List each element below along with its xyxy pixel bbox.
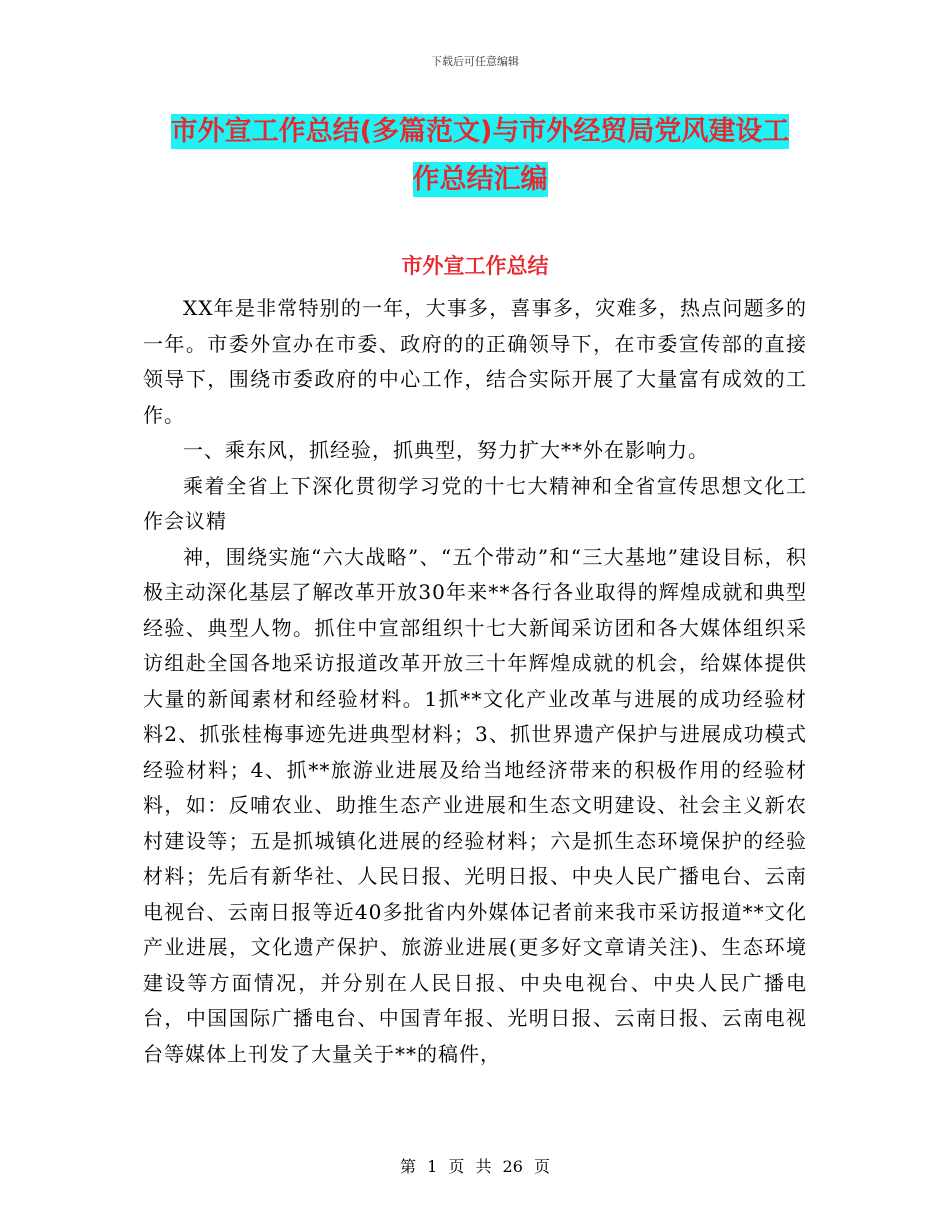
section-title: 市外宣工作总结 bbox=[401, 254, 549, 278]
document-body bbox=[143, 291, 807, 1072]
paragraph: 乘着全省上下深化贯彻学习党的十七大精神和全省宣传思想文化工作会议精 bbox=[143, 473, 807, 533]
page-footer: 第 1 页 共 26 页 bbox=[400, 1157, 550, 1176]
document-title-line-2: 作总结汇编 bbox=[412, 164, 548, 195]
document-title bbox=[150, 108, 810, 204]
document-title-line-1: 市外宣工作总结(多篇范文)与市外经贸局党风建设工 bbox=[170, 116, 790, 147]
paragraph: 神，围绕实施“六大战略”、“五个带动”和“三大基地”建设目标，积极主动深化基层了解改革开放30年来**各行各业取得的辉煌成就和典型经验、典型人物。抓住中宣部组织十七大新闻采访团和各大媒体组织采访组赴全国各地采访报道改革开放三十年辉煌成就的机会，给媒体提供大量的新闻素材和经验材料。1抓**文化产业改革与进展的成功经验材料2、抓张桂梅事迹先进典型材料；3、抓世界遗产保护与进展成功模式经验材料；4、抓**旅游业进展及给当地经济带来的积极作用的经验材料，如：反哺农业、助推生态产业进展和生态文明建设、社会主义新农村建设等；五是抓城镇化进展的经验材料；六是抓生态环境保护的经验材料；先后有新华社、人民日报、光明日报、中央人民广播电台、云南电视台、云南日报等近40多批省内外媒体记者前来我市采访报道**文化产业进展，文化遗产保护、旅游业进展(更多好文章请关注)、生态环境建设等方面情况，并分别在人民日报、中央电视台、中央人民广播电台，中国国际广播电台、中国青年报、光明日报、云南日报、云南电视台等媒体上刊发了大量关于**的稿件， bbox=[143, 544, 807, 1066]
paragraph: 一、乘东风，抓经验，抓典型，努力扩大**外在影响力。 bbox=[183, 438, 709, 462]
header-note: 下载后可任意编辑 bbox=[431, 55, 519, 68]
paragraph: XX年是非常特别的一年，大事多，喜事多，灾难多，热点问题多的一年。市委外宣办在市委、政府的的正确领导下，在市委宣传部的直接领导下，围绕市委政府的中心工作，结合实际开展了大量富有成效的工作。 bbox=[143, 296, 807, 427]
